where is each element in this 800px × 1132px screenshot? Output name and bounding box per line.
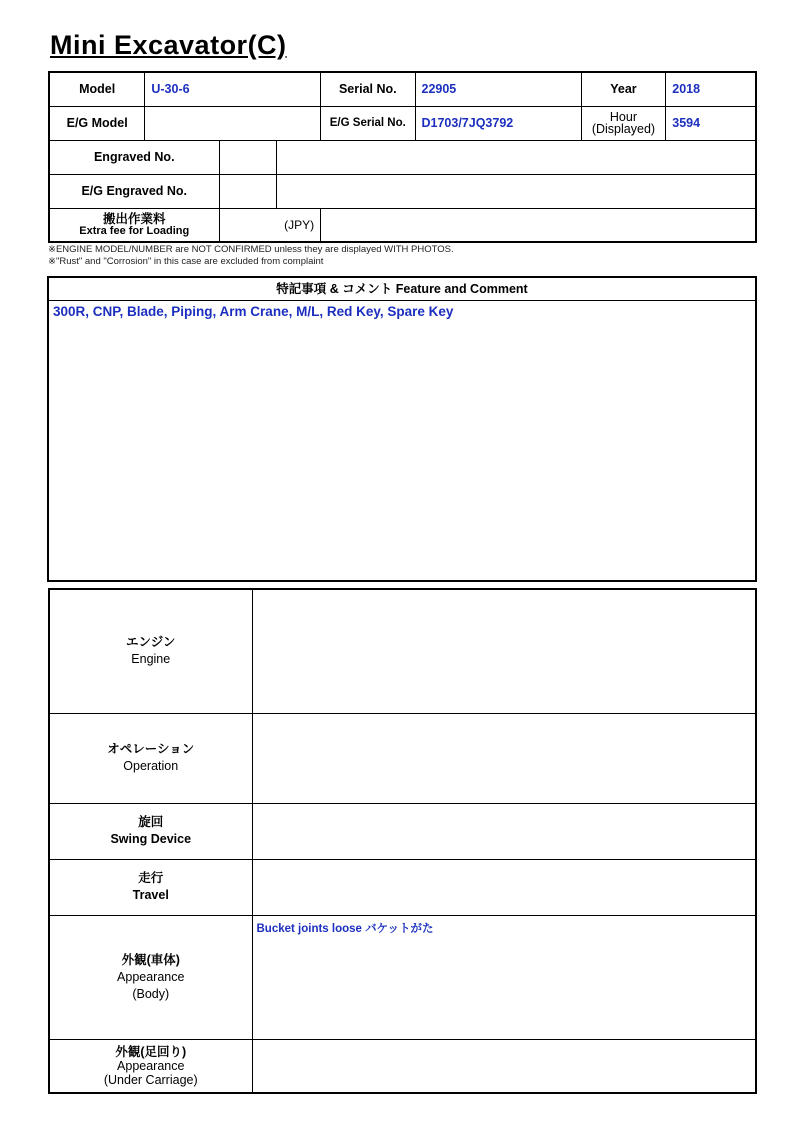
category-jp: 旋回 bbox=[138, 815, 164, 829]
category-jp: オペレーション bbox=[107, 742, 195, 756]
category-jp: 外観(足回り) bbox=[115, 1044, 187, 1059]
model-value: U-30-6 bbox=[145, 72, 321, 106]
inspection-row-swing bbox=[49, 803, 756, 859]
feature-header: 特記事項 & コメント Feature and Comment bbox=[49, 278, 755, 301]
category-appearance-body bbox=[49, 915, 252, 1039]
serial-value: 22905 bbox=[415, 72, 581, 106]
category-jp: エンジン bbox=[126, 635, 176, 650]
year-label: Year bbox=[581, 72, 666, 106]
category-appearance-undercarriage bbox=[49, 1039, 252, 1093]
eg-engraved-label: E/G Engraved No. bbox=[49, 174, 219, 208]
fee-unit: (JPY) bbox=[219, 208, 321, 242]
inspection-row-operation bbox=[49, 713, 756, 803]
page-title: Mini Excavator(C) bbox=[50, 30, 287, 60]
category-en: Swing Device bbox=[110, 832, 192, 846]
fee-label bbox=[49, 208, 219, 242]
hour-label-line1: Hour bbox=[609, 110, 637, 124]
travel-comment bbox=[252, 859, 756, 915]
fee-value bbox=[321, 208, 756, 242]
serial-label: Serial No. bbox=[321, 72, 415, 106]
category-en-sub: (Under Carriage) bbox=[103, 1072, 198, 1087]
operation-comment bbox=[252, 713, 756, 803]
engraved-small-cell bbox=[219, 140, 276, 174]
engraved-label: Engraved No. bbox=[49, 140, 219, 174]
hour-value: 3594 bbox=[666, 106, 756, 140]
engraved-value bbox=[276, 140, 756, 174]
engine-comment bbox=[252, 589, 756, 713]
category-en: Engine bbox=[131, 652, 171, 667]
category-operation bbox=[49, 713, 252, 803]
eg-serial-value: D1703/7JQ3792 bbox=[415, 106, 581, 140]
appearance-undercarriage-comment bbox=[252, 1039, 756, 1093]
category-travel bbox=[49, 859, 252, 915]
category-jp: 走行 bbox=[138, 871, 164, 885]
category-en: Appearance bbox=[117, 969, 185, 984]
eg-model-value bbox=[145, 106, 321, 140]
feature-comment: 300R, CNP, Blade, Piping, Arm Crane, M/L, Red Key, Spare Key bbox=[53, 304, 454, 319]
category-jp: 外観(車体) bbox=[121, 952, 180, 967]
swing-comment bbox=[252, 803, 756, 859]
spec-table bbox=[48, 71, 757, 243]
category-en: Operation bbox=[123, 759, 179, 773]
inspection-row-undercarriage bbox=[49, 1039, 756, 1093]
inspection-row-engine bbox=[49, 589, 756, 713]
eg-model-label: E/G Model bbox=[49, 106, 145, 140]
eg-serial-label: E/G Serial No. bbox=[321, 106, 415, 140]
year-value: 2018 bbox=[666, 72, 756, 106]
feature-comment-box bbox=[47, 276, 757, 582]
inspection-row-travel bbox=[49, 859, 756, 915]
inspection-row-body bbox=[49, 915, 756, 1039]
fee-label-en: Extra fee for Loading bbox=[79, 224, 190, 237]
category-en: Appearance bbox=[117, 1058, 185, 1073]
category-en-sub: (Body) bbox=[132, 986, 170, 1001]
eg-engraved-value bbox=[276, 174, 756, 208]
hour-label bbox=[581, 106, 666, 140]
category-en: Travel bbox=[132, 888, 169, 902]
category-engine bbox=[49, 589, 252, 713]
eg-engraved-small-cell bbox=[219, 174, 276, 208]
hour-label-line2: (Displayed) bbox=[591, 122, 656, 136]
model-label: Model bbox=[49, 72, 145, 106]
fee-label-jp: 搬出作業料 bbox=[103, 211, 166, 226]
disclaimer-notes bbox=[48, 244, 454, 268]
appearance-body-comment: Bucket joints loose バケットがた bbox=[252, 915, 756, 1039]
note-engine: ※ENGINE MODEL/NUMBER are NOT CONFIRMED unless they are displayed WITH PHOTOS. bbox=[48, 244, 454, 255]
note-rust: ※"Rust" and "Corrosion" in this case are excluded from complaint bbox=[48, 256, 324, 267]
inspection-table bbox=[48, 588, 757, 1094]
category-swing bbox=[49, 803, 252, 859]
